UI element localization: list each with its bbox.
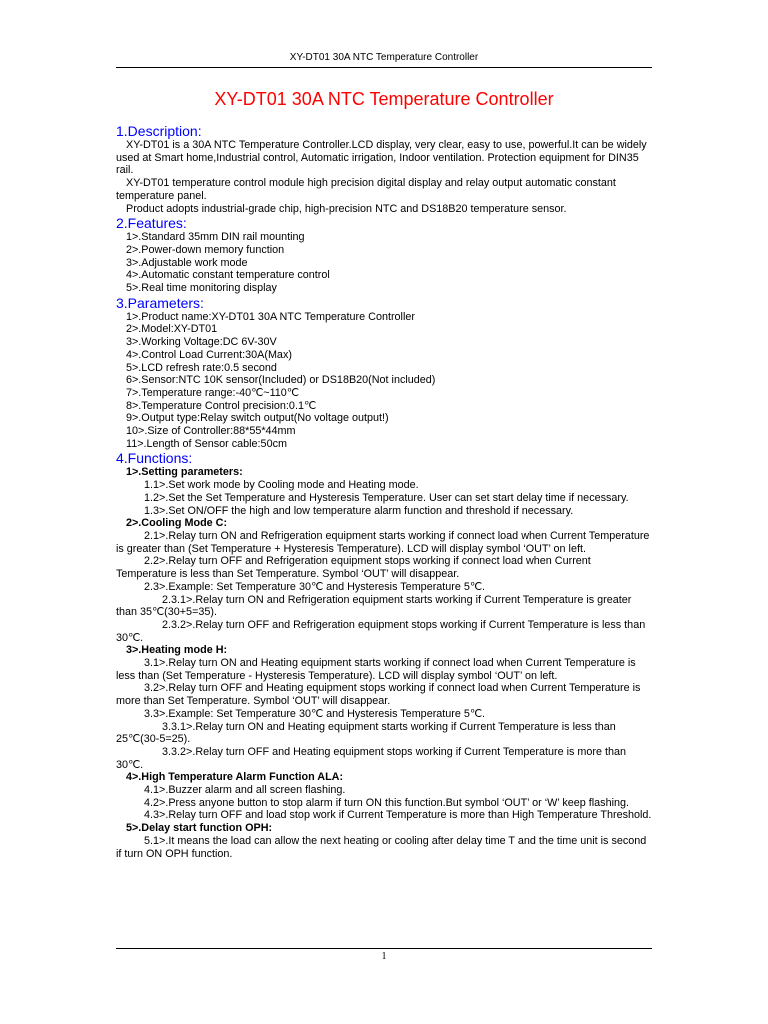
parameter-item: 6>.Sensor:NTC 10K sensor(Included) or DS18B20(Not included) — [126, 374, 436, 387]
parameter-item: 9>.Output type:Relay switch output(No voltage output!) — [126, 412, 389, 425]
function-step: 3.1>.Relay turn ON and Heating equipment starts working if connect load when Current Temperature is less than (Set Temperature - Hysteresis Temperature). LCD will display symbol ‘OUT’ on left. — [116, 657, 636, 682]
function-subheading-alarm: 4>.High Temperature Alarm Function ALA: — [126, 771, 344, 784]
function-step: 1.3>.Set ON/OFF the high and low temperature alarm function and threshold if necessary. — [144, 504, 574, 517]
parameter-item: 3>.Working Voltage:DC 6V-30V — [126, 336, 277, 349]
function-step: 4.1>.Buzzer alarm and all screen flashing. — [144, 784, 346, 797]
function-subheading-delay: 5>.Delay start function OPH: — [126, 822, 273, 835]
function-substep: 2.3.1>.Relay turn ON and Refrigeration equipment starts working if Current Temperature is greater than 35℃(30+5=35). — [116, 593, 632, 619]
section-heading-features: 2.Features: — [116, 215, 187, 232]
function-subheading-cooling: 2>.Cooling Mode C: — [126, 517, 228, 530]
running-header: XY-DT01 30A NTC Temperature Controller — [289, 52, 479, 63]
description-paragraph-2: XY-DT01 temperature control module high precision digital display and relay output automatic constant temperature panel. — [116, 177, 616, 202]
function-step: 2.2>.Relay turn OFF and Refrigeration equipment stops working if connect load when Current Temperature is less than Set Temperature. Symbol ‘OUT’ will disappear. — [116, 555, 591, 581]
parameter-item: 7>.Temperature range:-40℃~110℃ — [126, 386, 299, 399]
parameter-item: 4>.Control Load Current:30A(Max) — [126, 348, 292, 361]
function-subheading-setting: 1>.Setting parameters: — [126, 466, 243, 479]
section-heading-description: 1.Description: — [116, 123, 202, 139]
function-step: 3.2>.Relay turn OFF and Heating equipment stops working if connect load when Current Temperature is more than Set Temperature. Symbol ‘OUT’ will disappear. — [116, 682, 641, 708]
document-body — [116, 123, 652, 860]
function-substep: 3.3.2>.Relay turn OFF and Heating equipment stops working if Current Temperature is more than 30℃. — [116, 745, 626, 771]
parameter-item: 2>.Model:XY-DT01 — [126, 323, 218, 336]
page-number: 1 — [381, 951, 387, 962]
feature-item: 1>.Standard 35mm DIN rail mounting — [126, 231, 305, 244]
description-paragraph-1: XY-DT01 is a 30A NTC Temperature Controller.LCD display, very clear, easy to use, powerful.It can be widely used at Smart home,Industrial control, Automatic irrigation, Indoor ventilation. Protection equipment for DIN35 rail. — [116, 139, 647, 177]
footer-rule — [116, 948, 652, 949]
parameter-item: 5>.LCD refresh rate:0.5 second — [126, 361, 277, 374]
section-heading-functions: 4.Functions: — [116, 450, 193, 467]
function-step: 5.1>.It means the load can allow the next heating or cooling after delay time T and the time unit is second if turn ON OPH function. — [116, 834, 647, 860]
function-step: 1.1>.Set work mode by Cooling mode and Heating mode. — [144, 479, 419, 492]
document-title: XY-DT01 30A NTC Temperature Controller — [214, 89, 554, 109]
feature-item: 2>.Power-down memory function — [126, 243, 285, 256]
description-paragraph-3: Product adopts industrial-grade chip, high-precision NTC and DS18B20 temperature sensor. — [126, 202, 567, 215]
parameter-item: 10>.Size of Controller:88*55*44mm — [126, 425, 296, 438]
function-step: 2.3>.Example: Set Temperature 30℃ and Hysteresis Temperature 5℃. — [144, 580, 486, 593]
function-substep: 2.3.2>.Relay turn OFF and Refrigeration equipment stops working if Current Temperature is less than 30℃. — [116, 618, 646, 644]
feature-item: 3>.Adjustable work mode — [126, 256, 248, 269]
feature-item: 4>.Automatic constant temperature control — [126, 269, 330, 282]
function-step: 4.2>.Press anyone button to stop alarm if turn ON this function.But symbol ‘OUT’ or ‘W’ keep flashing. — [144, 796, 629, 809]
parameter-item: 1>.Product name:XY-DT01 30A NTC Temperature Controller — [126, 310, 415, 323]
function-subheading-heating: 3>.Heating mode H: — [126, 644, 228, 657]
function-step: 1.2>.Set the Set Temperature and Hysteresis Temperature. User can set start delay time if necessary. — [144, 491, 629, 504]
feature-item: 5>.Real time monitoring display — [126, 282, 277, 295]
function-step: 4.3>.Relay turn OFF and load stop work if Current Temperature is more than High Temperature Threshold. — [144, 809, 652, 822]
section-heading-parameters: 3.Parameters: — [116, 294, 204, 311]
header-rule — [116, 67, 652, 68]
parameter-item: 11>.Length of Sensor cable:50cm — [126, 437, 287, 450]
function-substep: 3.3.1>.Relay turn ON and Heating equipment starts working if Current Temperature is less than 25℃(30-5=25). — [116, 720, 616, 746]
parameter-item: 8>.Temperature Control precision:0.1℃ — [126, 399, 317, 412]
function-step: 3.3>.Example: Set Temperature 30℃ and Hysteresis Temperature 5℃. — [144, 707, 486, 720]
function-step: 2.1>.Relay turn ON and Refrigeration equipment starts working if connect load when Current Temperature is greater than (Set Temperature + Hysteresis Temperature). LCD will display symbol ‘OUT’ on left. — [116, 529, 650, 555]
